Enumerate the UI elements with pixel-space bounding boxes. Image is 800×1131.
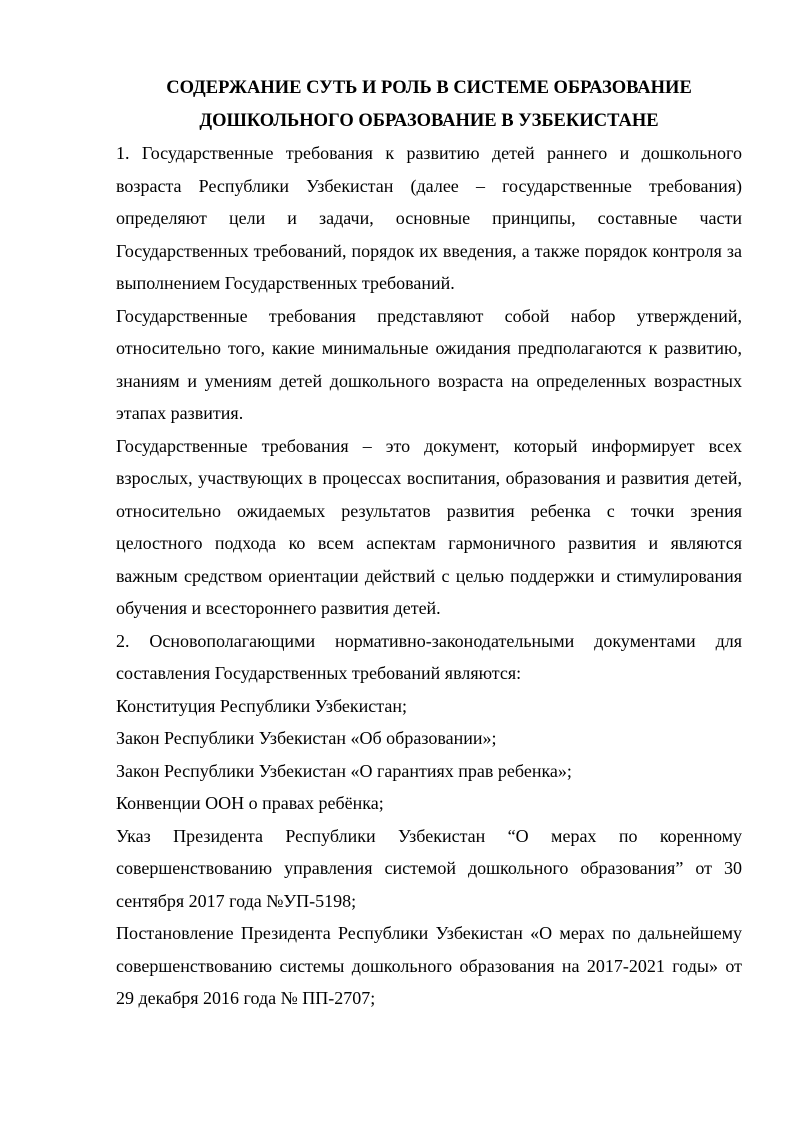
list-item-presidential-decree: Указ Президента Республики Узбекистан “О мерах по коренному совершенствованию управления системой дошкольного образования” от 30 сентября 2017 года №УП-5198; bbox=[116, 825, 742, 911]
list-item-presidential-resolution: Постановление Президента Республики Узбекистан «О мерах по дальнейшему совершенствованию системы дошкольного образования на 2017-2021 годы» от 29 декабря 2016 года № ПП-2707; bbox=[116, 923, 742, 1008]
paragraph-legal-basis: 2. Основополагающими нормативно-законодательными документами для составления Государственных требований являются: bbox=[116, 630, 742, 683]
document-title-line-2: ДОШКОЛЬНОГО ОБРАЗОВАНИЕ В УЗБЕКИСТАНЕ bbox=[199, 110, 659, 131]
list-item-child-rights-law: Закон Республики Узбекистан «О гарантиях прав ребенка»; bbox=[116, 760, 572, 781]
paragraph-requirements-document: Государственные требования – это документ, который информирует всех взрослых, участвующих в процессах воспитания, образования и развития детей, относительно ожидаемых результатов развития ребенка с точки зрения целостного подхода ко всем аспектам гармоничного развития и являются важным средством ориентации действий с целью поддержки и стимулирования обучения и всестороннего развития детей. bbox=[116, 435, 742, 618]
list-item-constitution: Конституция Республики Узбекистан; bbox=[116, 695, 407, 716]
list-item-education-law: Закон Республики Узбекистан «Об образовании»; bbox=[116, 728, 497, 748]
list-item-un-convention: Конвенции ООН о правах ребёнка; bbox=[116, 793, 384, 813]
paragraph-requirements-intro: 1. Государственные требования к развитию детей раннего и дошкольного возраста Республики Узбекистан (далее – государственные требования) определяют цели и задачи, основные принципы, составные части Государственных требований, порядок их введения, а также порядок контроля за выполнением Государственных требований. bbox=[116, 143, 742, 293]
document-title-line-1: СОДЕРЖАНИЕ СУТЬ И РОЛЬ В СИСТЕМЕ ОБРАЗОВАНИЕ bbox=[166, 78, 692, 98]
paragraph-requirements-definition: Государственные требования представляют собой набор утверждений, относительно того, какие минимальные ожидания предполагаются к развитию, знаниям и умениям детей дошкольного возраста на определенных возрастных этапах развития. bbox=[116, 305, 742, 423]
document-body bbox=[116, 72, 742, 1015]
